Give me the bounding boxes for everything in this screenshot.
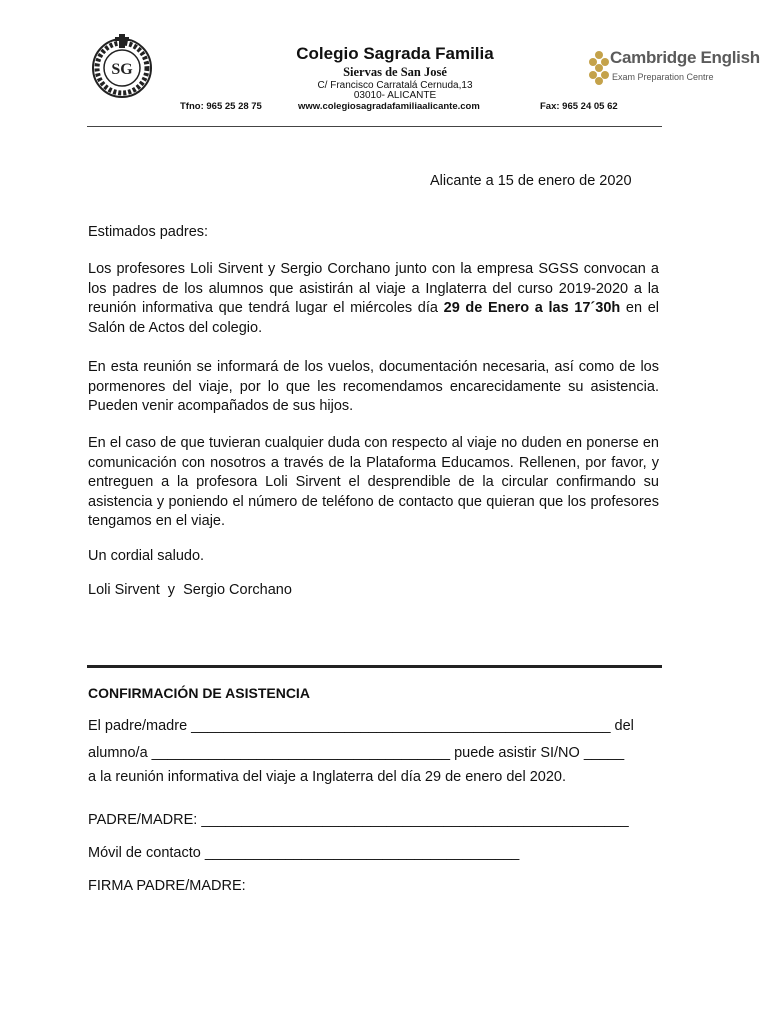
meeting-reference-line: a la reunión informativa del viaje a Inglaterra del día 29 de enero del 2020. [88, 769, 567, 785]
cut-line-divider [87, 665, 662, 668]
confirmation-title: CONFIRMACIÓN DE ASISTENCIA [88, 685, 310, 701]
school-subtitle: Siervas de San José [343, 65, 447, 79]
address-city: 03010- ALICANTE [353, 90, 437, 101]
paragraph-contact-instructions: En el caso de que tuvieran cualquier duda con respecto al viaje no duden en ponerse en comunicación con nosotros a través de la Plataforma Educamos. Rellenen, por favor, y entreguen a la profesora Loli Sirvent el desprendible de la circular confirmando su asistencia y poniendo el número de teléfono de contacto que quieran que los profesores tengamos en el viaje. [88, 435, 659, 529]
paragraph-meeting-content: En esta reunión se informará de los vuelos, documentación necesaria, así como de los pormenores del viaje, por lo que les recomendamos encarecidamente su asistencia. Pueden venir acompañados de sus hijos. [88, 359, 659, 414]
address-street: C/ Francisco Carratalá Cernuda,13 [317, 80, 473, 91]
website-link[interactable]: www.colegiosagradafamiliaalicante.com [298, 101, 480, 112]
school-name: Colegio Sagrada Familia [296, 44, 494, 63]
header-divider [87, 126, 662, 127]
parent-signature-line: FIRMA PADRE/MADRE: [88, 878, 246, 894]
paragraph-text: Los profesores Loli Sirvent y Sergio Corchano junto con la empresa SGSS convocan a los padres de los alumnos que asistirán al viaje a Inglaterra del curso 2019-2020 a la reunión informativa que tendrá lugar el miércoles día [88, 261, 659, 316]
phone-number: Tfno: 965 25 28 75 [180, 101, 262, 112]
fax-number: Fax: 965 24 05 62 [540, 101, 618, 112]
meeting-date-time: 29 de Enero a las 17´30h [443, 300, 621, 316]
cambridge-english-logo [588, 48, 760, 92]
parent-name-line: El padre/madre ____________________________________________________ del [88, 718, 634, 734]
cambridge-flower-icon [588, 50, 610, 86]
letter-date: Alicante a 15 de enero de 2020 [430, 173, 632, 189]
paragraph-text: en el Salón de Actos del colegio. [88, 300, 659, 336]
svg-text:SG: SG [111, 61, 133, 78]
parent-signature-name-line: PADRE/MADRE: _____________________________________________________ [88, 812, 629, 828]
salutation: Estimados padres: [88, 224, 209, 240]
student-attendance-line: alumno/a _____________________________________ puede asistir SI/NO _____ [88, 745, 625, 761]
paragraph-meeting-announcement [88, 260, 659, 338]
cambridge-logo-title: Cambridge English [610, 48, 760, 67]
cambridge-logo-subtitle: Exam Preparation Centre [612, 72, 714, 82]
signatures: Loli Sirvent y Sergio Corchano [88, 582, 292, 598]
mobile-contact-line: Móvil de contacto _______________________________________ [88, 845, 520, 861]
closing-greeting: Un cordial saludo. [88, 548, 205, 564]
